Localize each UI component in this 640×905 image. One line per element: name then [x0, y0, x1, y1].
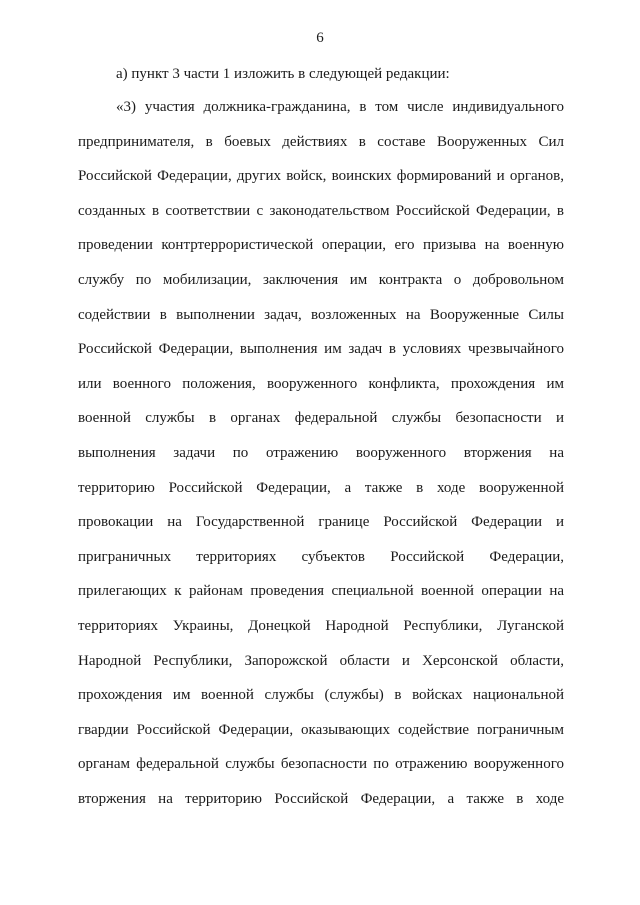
amendment-intro: а) пункт 3 части 1 изложить в следующей редакции: [116, 66, 450, 82]
text-line: содействии в выполнении задач, возложенных на Вооруженные Силы [78, 306, 564, 323]
text-line: Российской Федерации, других войск, воинских формирований и органов, [78, 168, 564, 185]
amendment-text [78, 97, 564, 823]
text-line: Народной Республики, Запорожской области и Херсонской области, [78, 652, 564, 669]
text-line: прилегающих к районам проведения специальной военной операции на [78, 583, 564, 600]
text-line: или военного положения, вооруженного конфликта, прохождения им [78, 375, 564, 392]
text-line: проведении контртеррористической операции, его призыва на военную [78, 237, 564, 254]
text-line: вторжения на территорию Российской Федерации, а также в ходе [78, 790, 564, 807]
text-line: военной службы в органах федеральной службы безопасности и [78, 410, 564, 427]
text-line: выполнения задачи по отражению вооруженного вторжения на [78, 444, 564, 461]
text-line: гвардии Российской Федерации, оказывающих содействие пограничным [78, 721, 564, 738]
text-line: «3) участия должника-гражданина, в том числе индивидуального [116, 99, 564, 115]
page-number: 6 [316, 30, 324, 46]
text-line: предпринимателя, в боевых действиях в составе Вооруженных Сил [78, 133, 564, 150]
text-line: территориях Украины, Донецкой Народной Республики, Луганской [78, 617, 564, 634]
text-line: Российской Федерации, выполнения им задач в условиях чрезвычайного [78, 341, 564, 358]
text-line: органам федеральной службы безопасности по отражению вооруженного [78, 756, 564, 773]
text-line: приграничных территориях субъектов Российской Федерации, [78, 548, 564, 565]
text-line: прохождения им военной службы (службы) в войсках национальной [78, 687, 564, 704]
text-line: территорию Российской Федерации, а также в ходе вооруженной [78, 479, 564, 496]
text-line: созданных в соответствии с законодательством Российской Федерации, в [78, 202, 564, 219]
text-line: службу по мобилизации, заключения им контракта о добровольном [78, 271, 564, 288]
text-line: провокации на Государственной границе Российской Федерации и [78, 514, 564, 531]
